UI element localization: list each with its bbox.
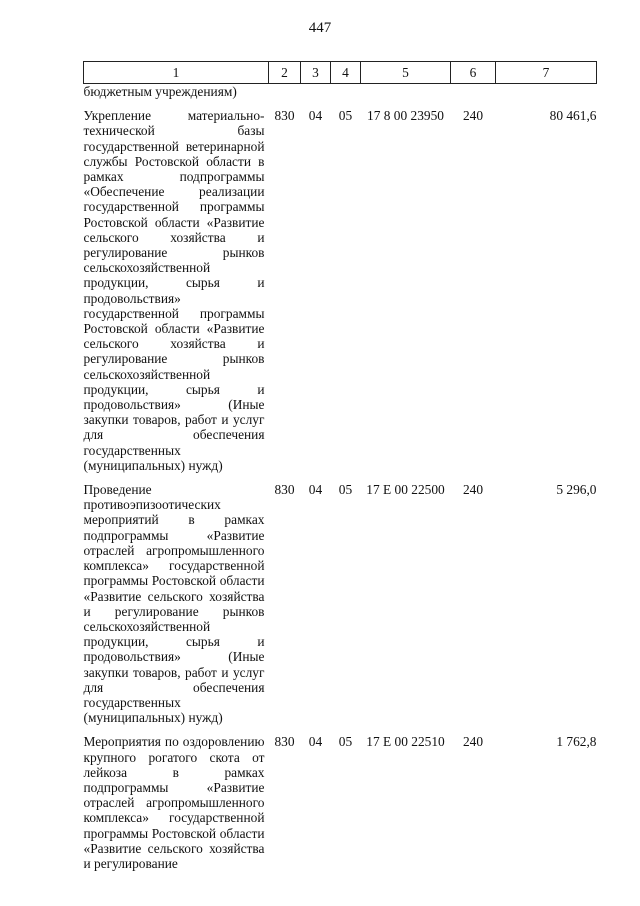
row-subsection-code: 05 [338, 482, 353, 498]
column-header-4: 4 [331, 62, 361, 84]
continuation-row [84, 84, 597, 100]
row-ministry-code: 830 [274, 734, 295, 750]
table-row [84, 473, 597, 725]
row-expense-type: 240 [462, 482, 484, 498]
row-target-code: 17 8 00 23950 [367, 108, 444, 124]
row-subsection-code: 05 [338, 108, 353, 124]
budget-table [83, 61, 597, 871]
table-header-row [84, 62, 597, 84]
column-header-6: 6 [451, 62, 496, 84]
row-expense-type: 240 [462, 108, 484, 124]
column-header-3: 3 [301, 62, 331, 84]
row-amount: 1 762,8 [556, 734, 597, 750]
row-description: Проведение противоэпизоотических мероприятий в рамках подпрограммы «Развитие отраслей агропромышленного комплекса» государственной программы Ростовской области «Развитие сельского хозяйства и регулирование рынков сельскохозяйственной продукции, сырья и продовольствия» (Иные закупки товаров, работ и услуг для обеспечения государственных (муниципальных) нужд) [83, 482, 265, 726]
row-description: Мероприятия по оздоровлению крупного рогатого скота от лейкоза в рамках подпрограммы «Развитие отраслей агропромышленного комплекса» государственной программы Ростовской области «Развитие сельского хозяйства и регулирование [83, 734, 265, 871]
column-header-1: 1 [84, 62, 269, 84]
row-section-code: 04 [308, 482, 323, 498]
table-row [84, 725, 597, 871]
page-number: 447 [308, 20, 332, 36]
row-description: Укрепление материально-технической базы государственной ветеринарной службы Ростовской области в рамках подпрограммы «Обеспечение реализации государственной программы Ростовской области «Развитие сельского хозяйства и регулирование рынков сельскохозяйственной продукции, сырья и продовольствия» государственной программы Ростовской области «Развитие сельского хозяйства и регулирование рынков сельскохозяйственной продукции, сырья и продовольствия» (Иные закупки товаров, работ и услуг для обеспечения государственных (муниципальных) нужд) [83, 108, 265, 473]
row-ministry-code: 830 [274, 482, 295, 498]
row-expense-type: 240 [462, 734, 484, 750]
row-amount: 5 296,0 [556, 482, 597, 498]
row-target-code: 17 Е 00 22510 [366, 734, 445, 750]
row-subsection-code: 05 [338, 734, 353, 750]
row-amount: 80 461,6 [549, 108, 597, 124]
row-target-code: 17 Е 00 22500 [366, 482, 445, 498]
row-section-code: 04 [308, 734, 323, 750]
table-row [84, 99, 597, 473]
continuation-text: бюджетным учреждениям) [83, 84, 237, 99]
column-header-2: 2 [269, 62, 301, 84]
row-ministry-code: 830 [274, 108, 295, 124]
column-header-5: 5 [361, 62, 451, 84]
row-section-code: 04 [308, 108, 323, 124]
column-header-7: 7 [496, 62, 597, 84]
